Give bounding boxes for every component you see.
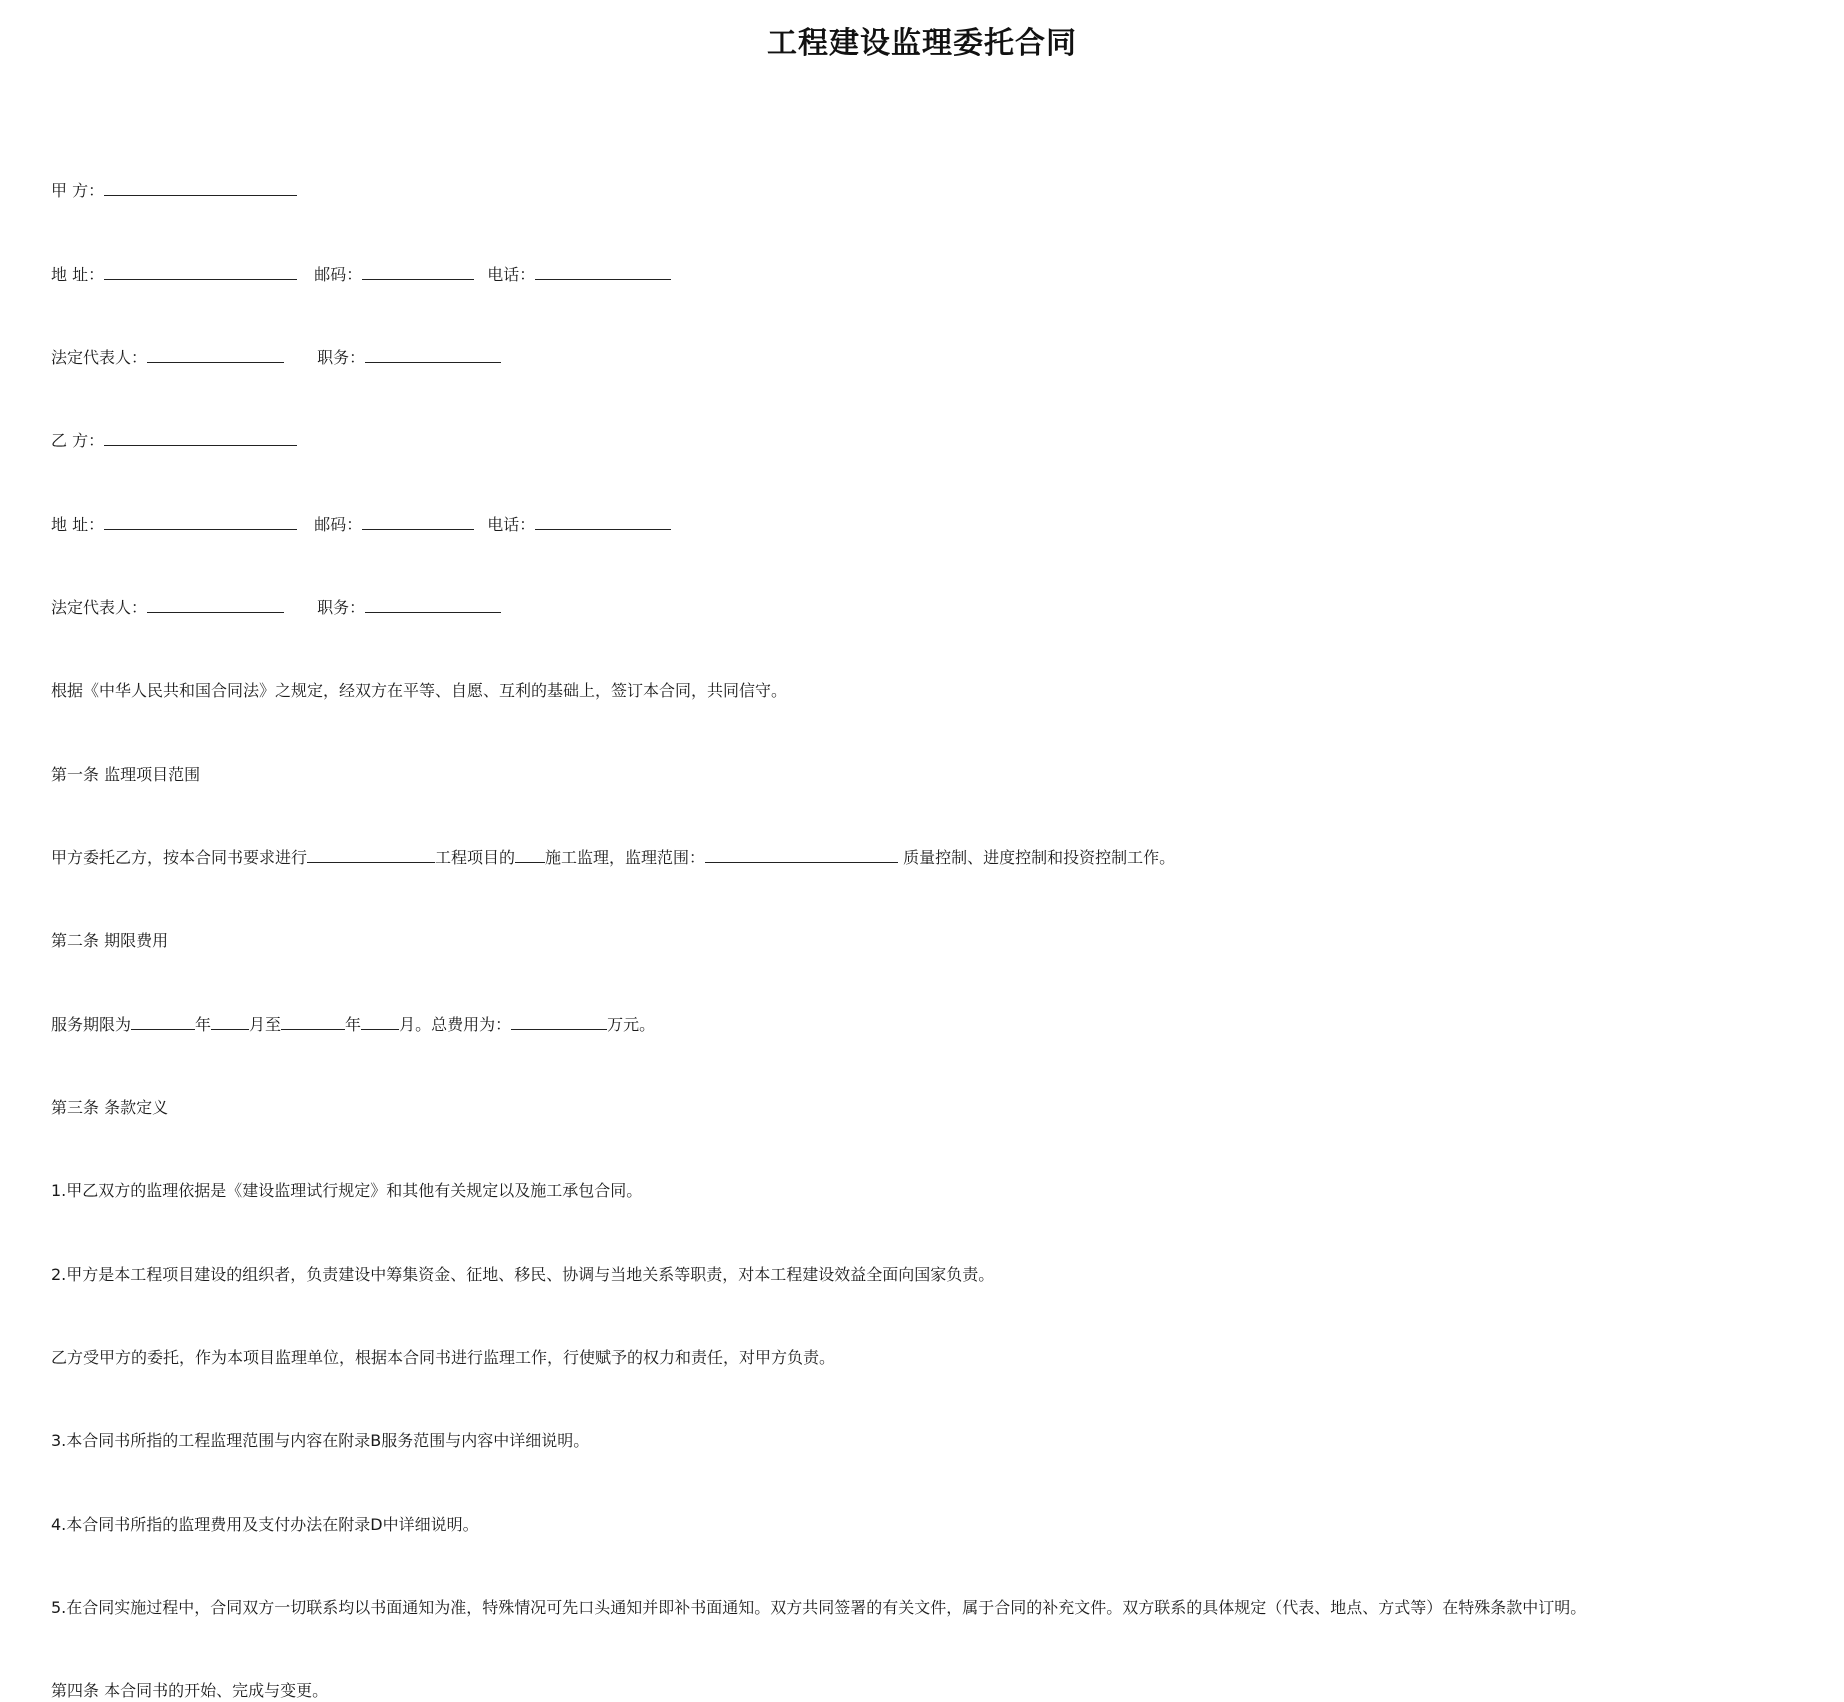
article-1-text-2: 工程项目的 xyxy=(435,848,516,867)
party-b-position-label: 职务： xyxy=(317,598,366,617)
start-month-blank[interactable] xyxy=(211,1014,249,1030)
article-2-heading: 第二条 期限费用 xyxy=(51,931,169,950)
party-a-address-label: 地 址： xyxy=(51,265,105,284)
preamble: 根据《中华人民共和国合同法》之规定，经双方在平等、自愿、互利的基础上，签订本合同，共同信守。 xyxy=(51,681,788,700)
article-2-month-2: 月。总费用为： xyxy=(399,1015,512,1034)
article-3-item-3: 3.本合同书所指的工程监理范围与内容在附录B服务范围与内容中详细说明。 xyxy=(51,1431,590,1450)
party-a-phone-label: 电话： xyxy=(487,265,536,284)
party-b-position-blank[interactable] xyxy=(365,597,501,613)
end-month-blank[interactable] xyxy=(361,1014,399,1030)
article-2-body xyxy=(51,1014,655,1036)
article-1-text-3: 施工监理，监理范围： xyxy=(545,848,706,867)
party-a-legal-rep-label: 法定代表人： xyxy=(51,348,148,367)
article-3-item-2b: 乙方受甲方的委托，作为本项目监理单位，根据本合同书进行监理工作，行使赋予的权力和责任，对甲方负责。 xyxy=(51,1348,836,1367)
party-a-line xyxy=(51,180,297,202)
party-b-legal-rep-label: 法定代表人： xyxy=(51,598,148,617)
party-b-name-blank[interactable] xyxy=(104,430,297,446)
article-2-year-2: 年 xyxy=(345,1015,362,1034)
party-a-phone-blank[interactable] xyxy=(535,264,671,280)
article-3-item-5: 5.在合同实施过程中，合同双方一切联系均以书面通知为准，特殊情况可先口头通知并即补书面通知。双方共同签署的有关文件，属于合同的补充文件。双方联系的具体规定（代表、地点、方式等）在特殊条款中订明。 xyxy=(51,1598,1587,1617)
party-a-postcode-blank[interactable] xyxy=(362,264,474,280)
article-1-heading: 第一条 监理项目范围 xyxy=(51,765,201,784)
article-3-item-4: 4.本合同书所指的监理费用及支付办法在附录D中详细说明。 xyxy=(51,1515,479,1534)
article-1-body xyxy=(51,847,1175,869)
article-2-text-1: 服务期限为 xyxy=(51,1015,132,1034)
article-4-heading: 第四条 本合同书的开始、完成与变更。 xyxy=(51,1681,329,1700)
party-b-address-label: 地 址： xyxy=(51,515,105,534)
party-b-phone-blank[interactable] xyxy=(535,514,671,530)
total-fee-blank[interactable] xyxy=(511,1014,607,1030)
party-b-line xyxy=(51,430,297,452)
party-a-label: 甲 方： xyxy=(51,181,105,200)
party-a-contact-line xyxy=(51,264,671,286)
party-a-rep-line xyxy=(51,347,501,369)
party-b-postcode-blank[interactable] xyxy=(362,514,474,530)
scope-blank[interactable] xyxy=(705,847,898,863)
project-name-blank[interactable] xyxy=(307,847,435,863)
article-2-year-1: 年 xyxy=(195,1015,212,1034)
party-a-name-blank[interactable] xyxy=(104,180,297,196)
party-b-phone-label: 电话： xyxy=(487,515,536,534)
party-b-contact-line xyxy=(51,514,671,536)
article-1-text-4: 质量控制、进度控制和投资控制工作。 xyxy=(898,848,1176,867)
party-a-address-blank[interactable] xyxy=(104,264,297,280)
article-2-month-1: 月至 xyxy=(249,1015,282,1034)
party-b-label: 乙 方： xyxy=(51,431,105,450)
party-b-legal-rep-blank[interactable] xyxy=(147,597,284,613)
article-3-item-2: 2.甲方是本工程项目建设的组织者，负责建设中筹集资金、征地、移民、协调与当地关系等职责，对本工程建设效益全面向国家负责。 xyxy=(51,1265,995,1284)
party-a-position-blank[interactable] xyxy=(365,347,501,363)
document-title: 工程建设监理委托合同 xyxy=(767,26,1077,61)
article-1-text-1: 甲方委托乙方，按本合同书要求进行 xyxy=(51,848,308,867)
article-3-heading: 第三条 条款定义 xyxy=(51,1098,169,1117)
party-a-postcode-label: 邮码： xyxy=(314,265,363,284)
party-b-rep-line xyxy=(51,597,501,619)
party-a-legal-rep-blank[interactable] xyxy=(147,347,284,363)
party-b-postcode-label: 邮码： xyxy=(314,515,363,534)
start-year-blank[interactable] xyxy=(131,1014,195,1030)
project-phase-blank[interactable] xyxy=(515,847,545,863)
party-b-address-blank[interactable] xyxy=(104,514,297,530)
article-2-unit: 万元。 xyxy=(607,1015,656,1034)
article-3-item-1: 1.甲乙双方的监理依据是《建设监理试行规定》和其他有关规定以及施工承包合同。 xyxy=(51,1181,643,1200)
party-a-position-label: 职务： xyxy=(317,348,366,367)
end-year-blank[interactable] xyxy=(281,1014,345,1030)
